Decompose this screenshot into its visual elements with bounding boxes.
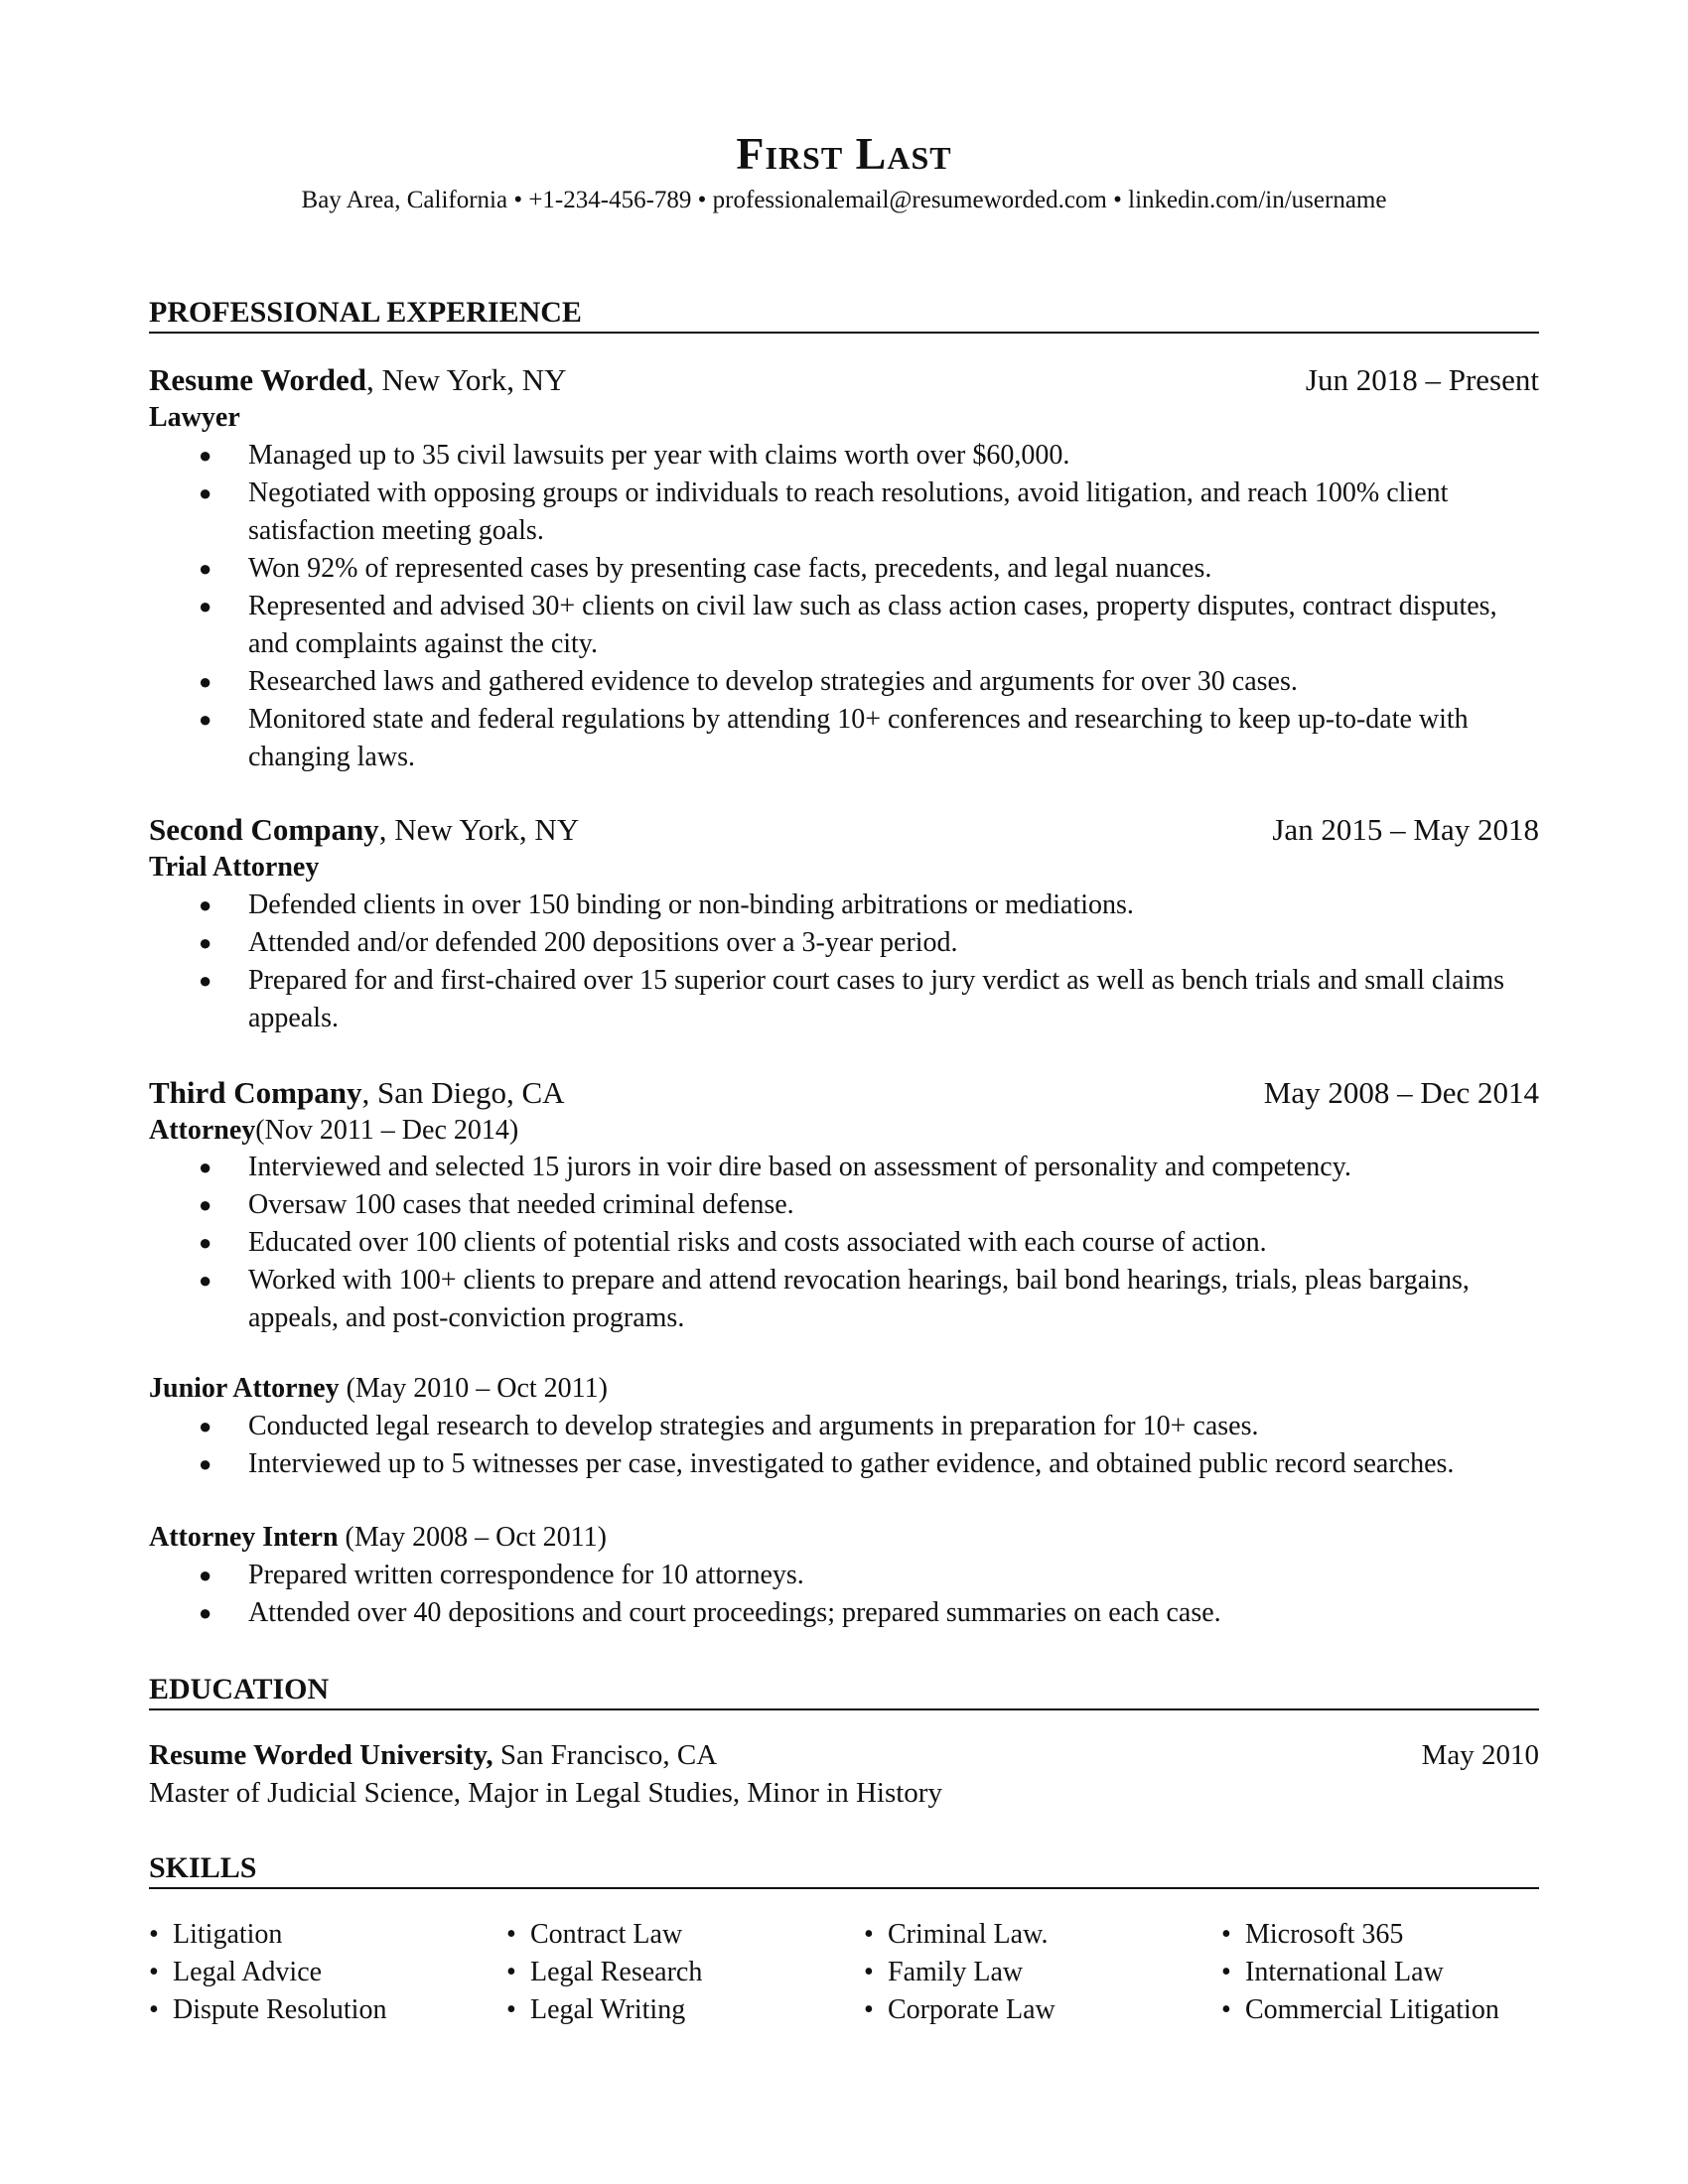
role-title: Attorney Intern [149, 1522, 339, 1553]
list-item: ● Conducted legal research to develop strategies and arguments in preparation for 10+ cases. [149, 1408, 1539, 1445]
job-role [149, 1522, 607, 1554]
list-item: ● Educated over 100 clients of potential risks and costs associated with each course of action. [149, 1224, 1539, 1262]
job-role [149, 852, 319, 884]
skills-column [864, 1916, 1211, 2029]
list-item: ● Oversaw 100 cases that needed criminal defense. [149, 1186, 1539, 1224]
job-role [149, 1373, 608, 1405]
role-title: Junior Attorney [149, 1373, 340, 1404]
skill-item: • Criminal Law. [864, 1916, 1211, 1954]
skills-column [149, 1916, 496, 2029]
education-date: May 2010 [1421, 1739, 1539, 1771]
bullet-list [149, 437, 1539, 776]
role-period: (May 2008 – Oct 2011) [338, 1522, 607, 1553]
contact-line: Bay Area, California • +1-234-456-789 • professionalemail@resumeworded.com • linkedin.com/in/username [301, 187, 1387, 213]
list-item: ● Won 92% of represented cases by presenting case facts, precedents, and legal nuances. [149, 550, 1539, 588]
bullet-list [149, 1408, 1539, 1483]
role-title: Attorney [149, 1115, 256, 1146]
list-item: ● Represented and advised 30+ clients on civil law such as class action cases, property disputes, contract disputes, and complaints against the city. [149, 588, 1539, 663]
bullet-list [149, 1557, 1539, 1632]
candidate-name: First Last [736, 128, 952, 179]
education-header [149, 1739, 1539, 1772]
list-item: ● Negotiated with opposing groups or individuals to reach resolutions, avoid litigation, and reach 100% client satisfaction meeting goals. [149, 475, 1539, 550]
role-period: (Nov 2011 – Dec 2014) [255, 1115, 519, 1146]
list-item: ● Prepared written correspondence for 10 attorneys. [149, 1557, 1539, 1594]
skill-item: • Legal Advice [149, 1954, 496, 1991]
list-item: ● Monitored state and federal regulations by attending 10+ conferences and researching to keep up-to-date with changing laws. [149, 701, 1539, 776]
skills-column [506, 1916, 854, 2029]
list-item: ● Managed up to 35 civil lawsuits per year with claims worth over $60,000. [149, 437, 1539, 475]
skill-item: • Litigation [149, 1916, 496, 1954]
job-header [149, 812, 1539, 848]
company-location: , San Diego, CA [361, 1075, 565, 1110]
role-title: Trial Attorney [149, 852, 320, 883]
role-period: (May 2010 – Oct 2011) [339, 1373, 608, 1404]
job-header [149, 1075, 1539, 1111]
company-name: Third Company [149, 1075, 362, 1110]
list-item: ● Attended and/or defended 200 depositions over a 3-year period. [149, 924, 1539, 962]
skill-item: • Corporate Law [864, 1991, 1211, 2029]
job-role [149, 402, 240, 434]
list-item: ● Worked with 100+ clients to prepare and attend revocation hearings, bail bond hearings, trials, pleas bargains, appeals, and post-conviction programs. [149, 1262, 1539, 1337]
skill-item: • Legal Writing [506, 1991, 854, 2029]
job-dates: Jan 2015 – May 2018 [1272, 812, 1539, 847]
company-name: Resume Worded [149, 362, 367, 397]
resume-page [149, 0, 1539, 2184]
skills-column [1221, 1916, 1569, 2029]
school-location: San Francisco, CA [492, 1739, 718, 1771]
list-item: ● Researched laws and gathered evidence to develop strategies and arguments for over 30 cases. [149, 663, 1539, 701]
skill-item: • Family Law [864, 1954, 1211, 1991]
company-name: Second Company [149, 812, 379, 847]
list-item: ● Defended clients in over 150 binding or non-binding arbitrations or mediations. [149, 887, 1539, 924]
bullet-list [149, 1149, 1539, 1337]
skill-item: • Microsoft 365 [1221, 1916, 1569, 1954]
skill-item: • Dispute Resolution [149, 1991, 496, 2029]
list-item: ● Prepared for and first-chaired over 15 superior court cases to jury verdict as well as bench trials and small claims appeals. [149, 962, 1539, 1037]
skill-item: • Contract Law [506, 1916, 854, 1954]
list-item: ● Interviewed and selected 15 jurors in voir dire based on assessment of personality and competency. [149, 1149, 1539, 1186]
skill-item: • International Law [1221, 1954, 1569, 1991]
section-title-experience: PROFESSIONAL EXPERIENCE [149, 296, 1539, 334]
list-item: ● Interviewed up to 5 witnesses per case, investigated to gather evidence, and obtained public record searches. [149, 1445, 1539, 1483]
degree-line: Master of Judicial Science, Major in Legal Studies, Minor in History [149, 1777, 942, 1809]
school-name: Resume Worded University, [149, 1739, 493, 1771]
role-title: Lawyer [149, 402, 240, 433]
bullet-list [149, 887, 1539, 1037]
job-role [149, 1115, 518, 1147]
skill-item: • Commercial Litigation [1221, 1991, 1569, 2029]
job-dates: May 2008 – Dec 2014 [1263, 1075, 1539, 1110]
section-title-skills: SKILLS [149, 1851, 1539, 1889]
list-item: ● Attended over 40 depositions and court proceedings; prepared summaries on each case. [149, 1594, 1539, 1632]
section-title-education: EDUCATION [149, 1673, 1539, 1710]
skill-item: • Legal Research [506, 1954, 854, 1991]
job-dates: Jun 2018 – Present [1305, 362, 1539, 397]
company-location: , New York, NY [378, 812, 580, 847]
job-header [149, 362, 1539, 398]
company-location: , New York, NY [366, 362, 567, 397]
